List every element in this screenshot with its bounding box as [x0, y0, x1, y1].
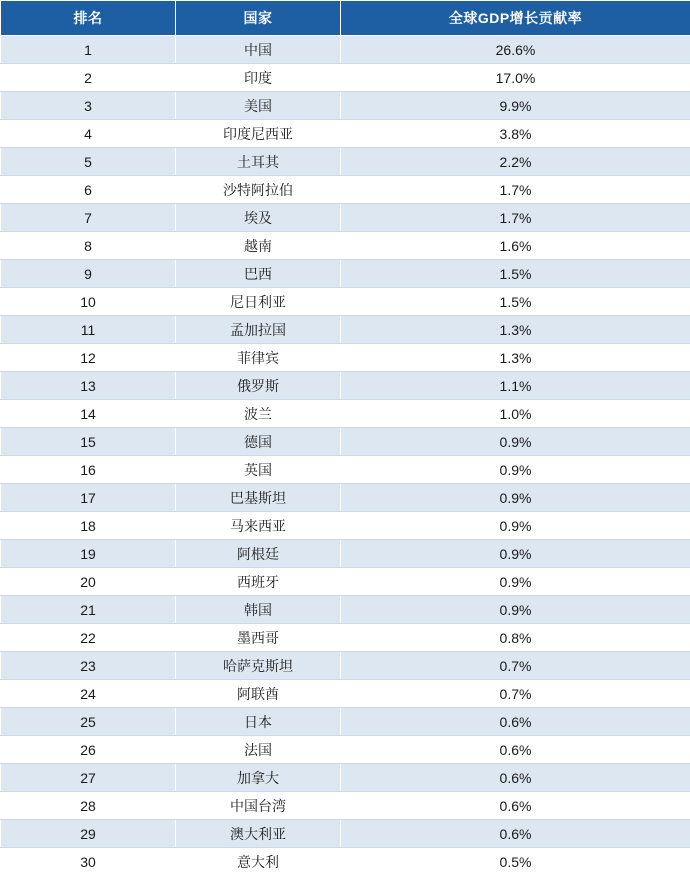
cell-country: 印度	[176, 64, 341, 92]
table-row	[1, 204, 690, 232]
cell-share: 1.7%	[341, 204, 690, 232]
cell-country: 波兰	[176, 400, 341, 428]
cell-rank: 19	[1, 540, 176, 568]
table-row	[1, 708, 690, 736]
cell-country: 日本	[176, 708, 341, 736]
cell-country: 澳大利亚	[176, 820, 341, 848]
cell-share: 1.1%	[341, 372, 690, 400]
table-row	[1, 820, 690, 848]
cell-share: 0.7%	[341, 652, 690, 680]
table-row	[1, 512, 690, 540]
cell-share: 0.6%	[341, 708, 690, 736]
cell-share: 1.6%	[341, 232, 690, 260]
cell-country: 阿联酋	[176, 680, 341, 708]
cell-country: 阿根廷	[176, 540, 341, 568]
table-row	[1, 428, 690, 456]
cell-rank: 13	[1, 372, 176, 400]
table-row	[1, 624, 690, 652]
cell-country: 印度尼西亚	[176, 120, 341, 148]
table-row	[1, 232, 690, 260]
cell-rank: 1	[1, 36, 176, 64]
cell-share: 9.9%	[341, 92, 690, 120]
cell-country: 巴基斯坦	[176, 484, 341, 512]
column-header-country: 国家	[176, 1, 341, 36]
table-row	[1, 400, 690, 428]
table-row	[1, 148, 690, 176]
cell-share: 0.9%	[341, 512, 690, 540]
cell-rank: 5	[1, 148, 176, 176]
cell-country: 中国台湾	[176, 792, 341, 820]
cell-country: 韩国	[176, 596, 341, 624]
cell-share: 1.3%	[341, 316, 690, 344]
cell-share: 0.6%	[341, 820, 690, 848]
cell-share: 26.6%	[341, 36, 690, 64]
cell-share: 0.9%	[341, 540, 690, 568]
cell-country: 尼日利亚	[176, 288, 341, 316]
table-row	[1, 736, 690, 764]
cell-country: 越南	[176, 232, 341, 260]
cell-share: 1.3%	[341, 344, 690, 372]
cell-country: 美国	[176, 92, 341, 120]
table-row	[1, 372, 690, 400]
table-row	[1, 596, 690, 624]
table-row	[1, 316, 690, 344]
cell-country: 土耳其	[176, 148, 341, 176]
cell-rank: 26	[1, 736, 176, 764]
cell-rank: 28	[1, 792, 176, 820]
cell-share: 17.0%	[341, 64, 690, 92]
cell-share: 1.5%	[341, 260, 690, 288]
cell-rank: 4	[1, 120, 176, 148]
cell-country: 马来西亚	[176, 512, 341, 540]
cell-rank: 14	[1, 400, 176, 428]
column-header-share: 全球GDP增长贡献率	[341, 1, 690, 36]
cell-country: 西班牙	[176, 568, 341, 596]
cell-share: 1.5%	[341, 288, 690, 316]
cell-country: 俄罗斯	[176, 372, 341, 400]
table-row	[1, 92, 690, 120]
table-row	[1, 120, 690, 148]
cell-share: 1.7%	[341, 176, 690, 204]
table-row	[1, 456, 690, 484]
cell-rank: 9	[1, 260, 176, 288]
cell-share: 0.7%	[341, 680, 690, 708]
table-row	[1, 260, 690, 288]
cell-country: 德国	[176, 428, 341, 456]
cell-rank: 11	[1, 316, 176, 344]
cell-rank: 27	[1, 764, 176, 792]
cell-rank: 20	[1, 568, 176, 596]
cell-rank: 16	[1, 456, 176, 484]
cell-country: 加拿大	[176, 764, 341, 792]
cell-share: 0.9%	[341, 568, 690, 596]
cell-country: 中国	[176, 36, 341, 64]
cell-country: 墨西哥	[176, 624, 341, 652]
cell-share: 0.6%	[341, 736, 690, 764]
table-row	[1, 344, 690, 372]
cell-country: 意大利	[176, 848, 341, 875]
table-row	[1, 36, 690, 64]
cell-rank: 10	[1, 288, 176, 316]
table-row	[1, 568, 690, 596]
cell-country: 沙特阿拉伯	[176, 176, 341, 204]
cell-rank: 7	[1, 204, 176, 232]
column-header-rank: 排名	[1, 1, 176, 36]
cell-share: 2.2%	[341, 148, 690, 176]
cell-share: 0.5%	[341, 848, 690, 875]
cell-share: 0.6%	[341, 764, 690, 792]
table-body	[1, 36, 690, 875]
cell-rank: 23	[1, 652, 176, 680]
cell-country: 孟加拉国	[176, 316, 341, 344]
cell-country: 哈萨克斯坦	[176, 652, 341, 680]
cell-rank: 29	[1, 820, 176, 848]
cell-country: 菲律宾	[176, 344, 341, 372]
table-row	[1, 848, 690, 875]
cell-share: 0.9%	[341, 484, 690, 512]
table-row	[1, 652, 690, 680]
table-row	[1, 680, 690, 708]
cell-rank: 18	[1, 512, 176, 540]
cell-share: 0.9%	[341, 456, 690, 484]
cell-rank: 24	[1, 680, 176, 708]
table-row	[1, 64, 690, 92]
table-header-row	[1, 1, 690, 36]
cell-country: 埃及	[176, 204, 341, 232]
cell-rank: 15	[1, 428, 176, 456]
table-row	[1, 176, 690, 204]
cell-rank: 3	[1, 92, 176, 120]
cell-rank: 6	[1, 176, 176, 204]
cell-share: 3.8%	[341, 120, 690, 148]
table-row	[1, 484, 690, 512]
cell-share: 1.0%	[341, 400, 690, 428]
cell-share: 0.8%	[341, 624, 690, 652]
table-row	[1, 792, 690, 820]
cell-rank: 8	[1, 232, 176, 260]
cell-rank: 25	[1, 708, 176, 736]
cell-rank: 2	[1, 64, 176, 92]
table-row	[1, 540, 690, 568]
cell-rank: 17	[1, 484, 176, 512]
cell-rank: 21	[1, 596, 176, 624]
cell-country: 英国	[176, 456, 341, 484]
cell-rank: 30	[1, 848, 176, 875]
table-header	[1, 1, 690, 36]
cell-country: 巴西	[176, 260, 341, 288]
cell-share: 0.6%	[341, 792, 690, 820]
cell-country: 法国	[176, 736, 341, 764]
cell-rank: 22	[1, 624, 176, 652]
cell-share: 0.9%	[341, 428, 690, 456]
table-row	[1, 288, 690, 316]
cell-share: 0.9%	[341, 596, 690, 624]
cell-rank: 12	[1, 344, 176, 372]
table-row	[1, 764, 690, 792]
